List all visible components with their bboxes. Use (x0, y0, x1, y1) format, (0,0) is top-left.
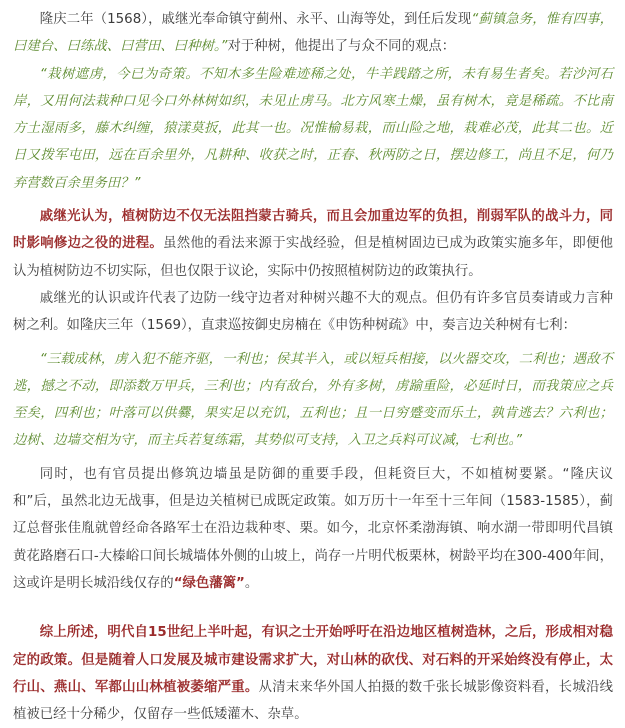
highlight-segment: 戚继光认为，植树防边不仅无法阻挡蒙古骑兵，而且会加重边军的负担，削弱军队的战斗力，同时影响修边之役的进程。 (13, 209, 613, 252)
quote-text: “三载成林，虏入犯不能齐驱，一利也；侯其半入，或以短兵相接，以火器交攻，二利也；遇敌不逃，撼之不动，即添数万甲兵，三利也；内有敌台，外有多树，虏踰重险，必延时日，而我策应之兵至矣，四利也；叶落可以供爨，果实足以充饥，五利也；且一日穷蹙变而乐土，孰肯逃去？六利也；边树、边墙交相为守，而主兵若复练霜，其势似可支持，入卫之兵料可议减，七利也。” (13, 351, 613, 449)
paragraph-qi-view (13, 203, 613, 285)
quote-seven-benefits (13, 346, 613, 455)
highlight-segment: “绿色藩篱” (173, 575, 245, 591)
highlight-segment: 综上所述，明代自15世纪上半叶起，有识之士开始呼吁在沿边地区植树造林，之后，形成相对稳定的政策。但是随着人口发展及城市建设需求扩大，对山林的砍伐、对石料的开采始终没有停止，太行山、燕山、军都山山林植被萎缩严重。 (13, 625, 613, 695)
text-segment: 虽然他的看法来源于实战经验，但是植树固边已成为政策实施多年，即便他认为植树防边不切实际，但也仅限于议论，实际中仍按照植树防边的政策执行。 (13, 236, 613, 279)
paragraph-chestnut-forest (13, 461, 613, 597)
paragraph-conclusion (13, 619, 613, 728)
quote-segment: “蓟镇急务，惟有四事，曰建台、曰练战、曰营田、曰种树。” (13, 12, 613, 55)
text-segment: 同时，也有官员提出修筑边墙虽是防御的重要手段，但耗资巨大，不如植树要紧。“隆庆议和”后，虽然北边无战事，但是边关植树已成既定政策。如万历十一年至十三年间（1583-1585），蓟辽总督张佳胤就曾经命各路军士在沿边栽种枣、栗。如今，北京怀柔渤海镇、响水湖一带即明代昌镇黄花路磨石口-大榛峪口间长城墙体外侧的山坡上，尚存一片明代板栗林，树龄平均在300-400年间，这或许是明长城沿线仅存的 (13, 466, 613, 591)
spacer (13, 597, 613, 619)
text-segment: 。 (244, 575, 259, 591)
quote-qi-jiguang (13, 61, 613, 197)
text-segment: 对于种树，他提出了与众不同的观点： (227, 39, 456, 55)
text-segment: 隆庆二年（1568），戚继光奉命镇守蓟州、永平、山海等处，到任后发现 (39, 12, 472, 27)
paragraph-seven-benefits-intro (13, 285, 613, 340)
text-segment: 从清末来华外国人拍摄的数千张长城影像资料看，长城沿线植被已经十分稀少，仅留存一些低矮灌木、杂草。 (13, 679, 614, 723)
paragraph-intro (13, 6, 613, 61)
quote-text: “栽树遮虏，今已为奇策。不知木多生险难迹稀之处，牛羊践踏之所，未有易生者矣。若沙河石岸，又用何法栽种口见今口外林树如织，未见止虏马。北方风寒土燥，虽有树木，竟是稀疏。不比南方土湿雨多，藤木纠缠，猿漾莫扳，此其一也。况惟榆易栽，而山险之地，栽难必茂，此其二也。近日又拨军屯田，远在百余里外，凡耕种、收获之时，正春、秋两防之日，摆边修工，尚且不足，何乃弃营数百余里务田？” (13, 66, 613, 191)
text-segment: 戚继光的认识或许代表了边防一线守边者对种树兴趣不大的观点。但仍有许多官员奏请或力言种树之利。如隆庆三年（1569），直隶巡按御史房楠在《申饬种树疏》中，奏言边关种树有七利： (13, 290, 613, 334)
